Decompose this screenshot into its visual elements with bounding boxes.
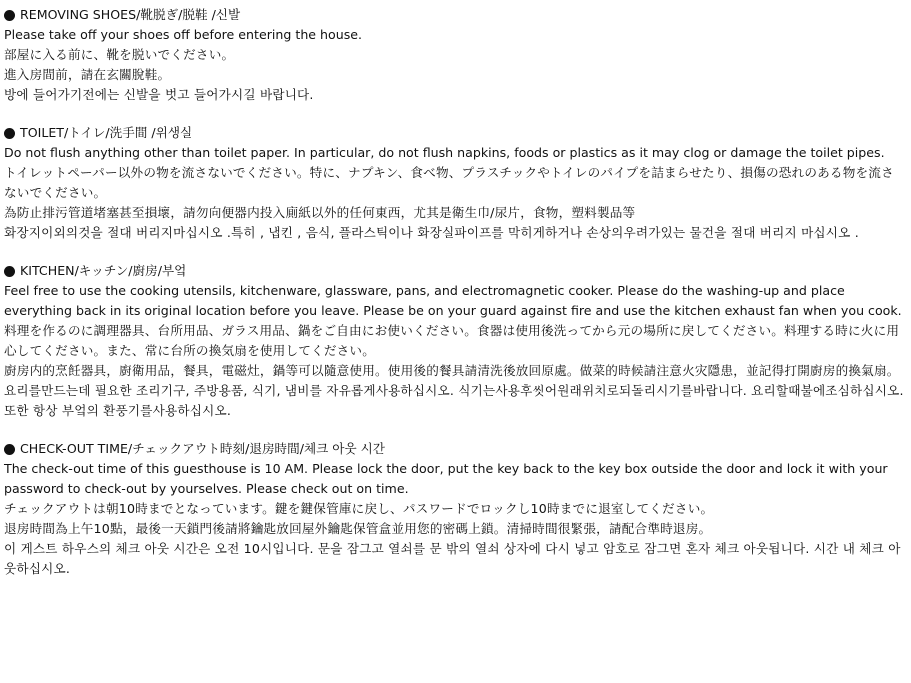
rule-text-english: Do not flush anything other than toilet paper. In particular, do not flush napkins, foods or plastics as it may clog or damage the toilet pipes. <box>4 145 885 160</box>
rule-text-korean: 이 게스트 하우스의 체크 아웃 시간은 오전 10시입니다. 문을 잠그고 열쇠를 문 밖의 열쇠 상자에 다시 넣고 암호로 잠그면 혼자 체크 아웃됩니다. 시간 내 체크 아웃하십시오. <box>4 541 901 576</box>
rule-text-chinese: 廚房内的烹飪器具，廚衛用品，餐具，電磁灶，鍋等可以隨意使用。使用後的餐具請清洗後放回原處。做菜的時候請注意火灾隱患，並記得打開廚房的換氣扇。 <box>4 363 900 378</box>
heading-text: TOILET/トイレ/洗手間 /위생실 <box>20 125 193 140</box>
section-toilet <box>4 123 904 243</box>
bullet-icon <box>4 128 15 139</box>
bullet-icon <box>4 444 15 455</box>
rule-text-english: Feel free to use the cooking utensils, kitchenware, glassware, pans, and electromagnetic cooker. Please do the washing-up and place everything back in its original location before you leave. Please be on your guard against fire and use the kitchen exhaust fan when you cook. <box>4 283 902 318</box>
section-removing-shoes <box>4 5 904 105</box>
rule-text-chinese: 為防止排污管道堵塞甚至損壞，請勿向便器内投入廁紙以外的任何東西，尤其是衛生巾/尿片，食物，塑料製品等 <box>4 205 636 220</box>
rule-text-japanese: 料理を作るのに調理器具、台所用品、ガラス用品、鍋をご自由にお使いください。食器は使用後洗ってから元の場所に戻してください。料理する時に火に用心してください。また、常に台所の換気扇を使用してください。 <box>4 323 900 358</box>
heading-text: REMOVING SHOES/靴脱ぎ/脱鞋 /신발 <box>20 7 241 22</box>
rule-text-english: Please take off your shoes off before entering the house. <box>4 27 363 42</box>
section-heading <box>4 439 904 459</box>
section-check-out-time <box>4 439 904 579</box>
rule-text-korean: 방에 들어가기전에는 신발을 벗고 들어가시길 바랍니다. <box>4 87 314 102</box>
heading-text: CHECK-OUT TIME/チェックアウト時刻/退房時間/체크 아웃 시간 <box>20 441 385 456</box>
rule-text-japanese: トイレットペーパー以外の物を流さないでください。特に、ナプキン、食べ物、プラスチックやトイレのパイプを詰まらせたり、損傷の恐れのある物を流さないでください。 <box>4 165 894 200</box>
bullet-icon <box>4 10 15 21</box>
rule-text-korean: 화장지이외의것을 절대 버리지마십시오 .특히 , 냅킨 , 음식, 플라스틱이나 화장실파이프를 막히게하거나 손상의우려가있는 물건을 절대 버리지 마십시오 . <box>4 225 859 240</box>
section-kitchen <box>4 261 904 421</box>
bullet-icon <box>4 266 15 277</box>
heading-text: KITCHEN/キッチン/廚房/부엌 <box>20 263 187 278</box>
rule-text-english: The check-out time of this guesthouse is 10 AM. Please lock the door, put the key back to the key box outside the door and lock it with your password to check-out by yourselves. Please check out on time. <box>4 461 888 496</box>
rule-text-japanese: チェックアウトは朝10時までとなっています。鍵を鍵保管庫に戻し、パスワードでロックし10時までに退室してください。 <box>4 501 714 516</box>
rule-text-chinese: 進入房間前，請在玄關脫鞋。 <box>4 67 171 82</box>
rule-text-japanese: 部屋に入る前に、靴を脱いでください。 <box>4 47 235 62</box>
section-heading <box>4 5 904 25</box>
section-heading <box>4 123 904 143</box>
rule-text-korean: 요리를만드는데 필요한 조리기구, 주방용품, 식기, 냄비를 자유롭게사용하십시오. 식기는사용후씻어원래위치로되돌리시기를바랍니다. 요리할때불에조심하십시오. 또한 항상 부엌의 환풍기를사용하십시오. <box>4 383 904 418</box>
rule-text-chinese: 退房時間為上午10點，最後一天鎖門後請將鑰匙放回屋外鑰匙保管盒並用您的密碼上鎖。清掃時間很緊張，請配合準時退房。 <box>4 521 712 536</box>
rules-document <box>4 5 904 579</box>
section-heading <box>4 261 904 281</box>
